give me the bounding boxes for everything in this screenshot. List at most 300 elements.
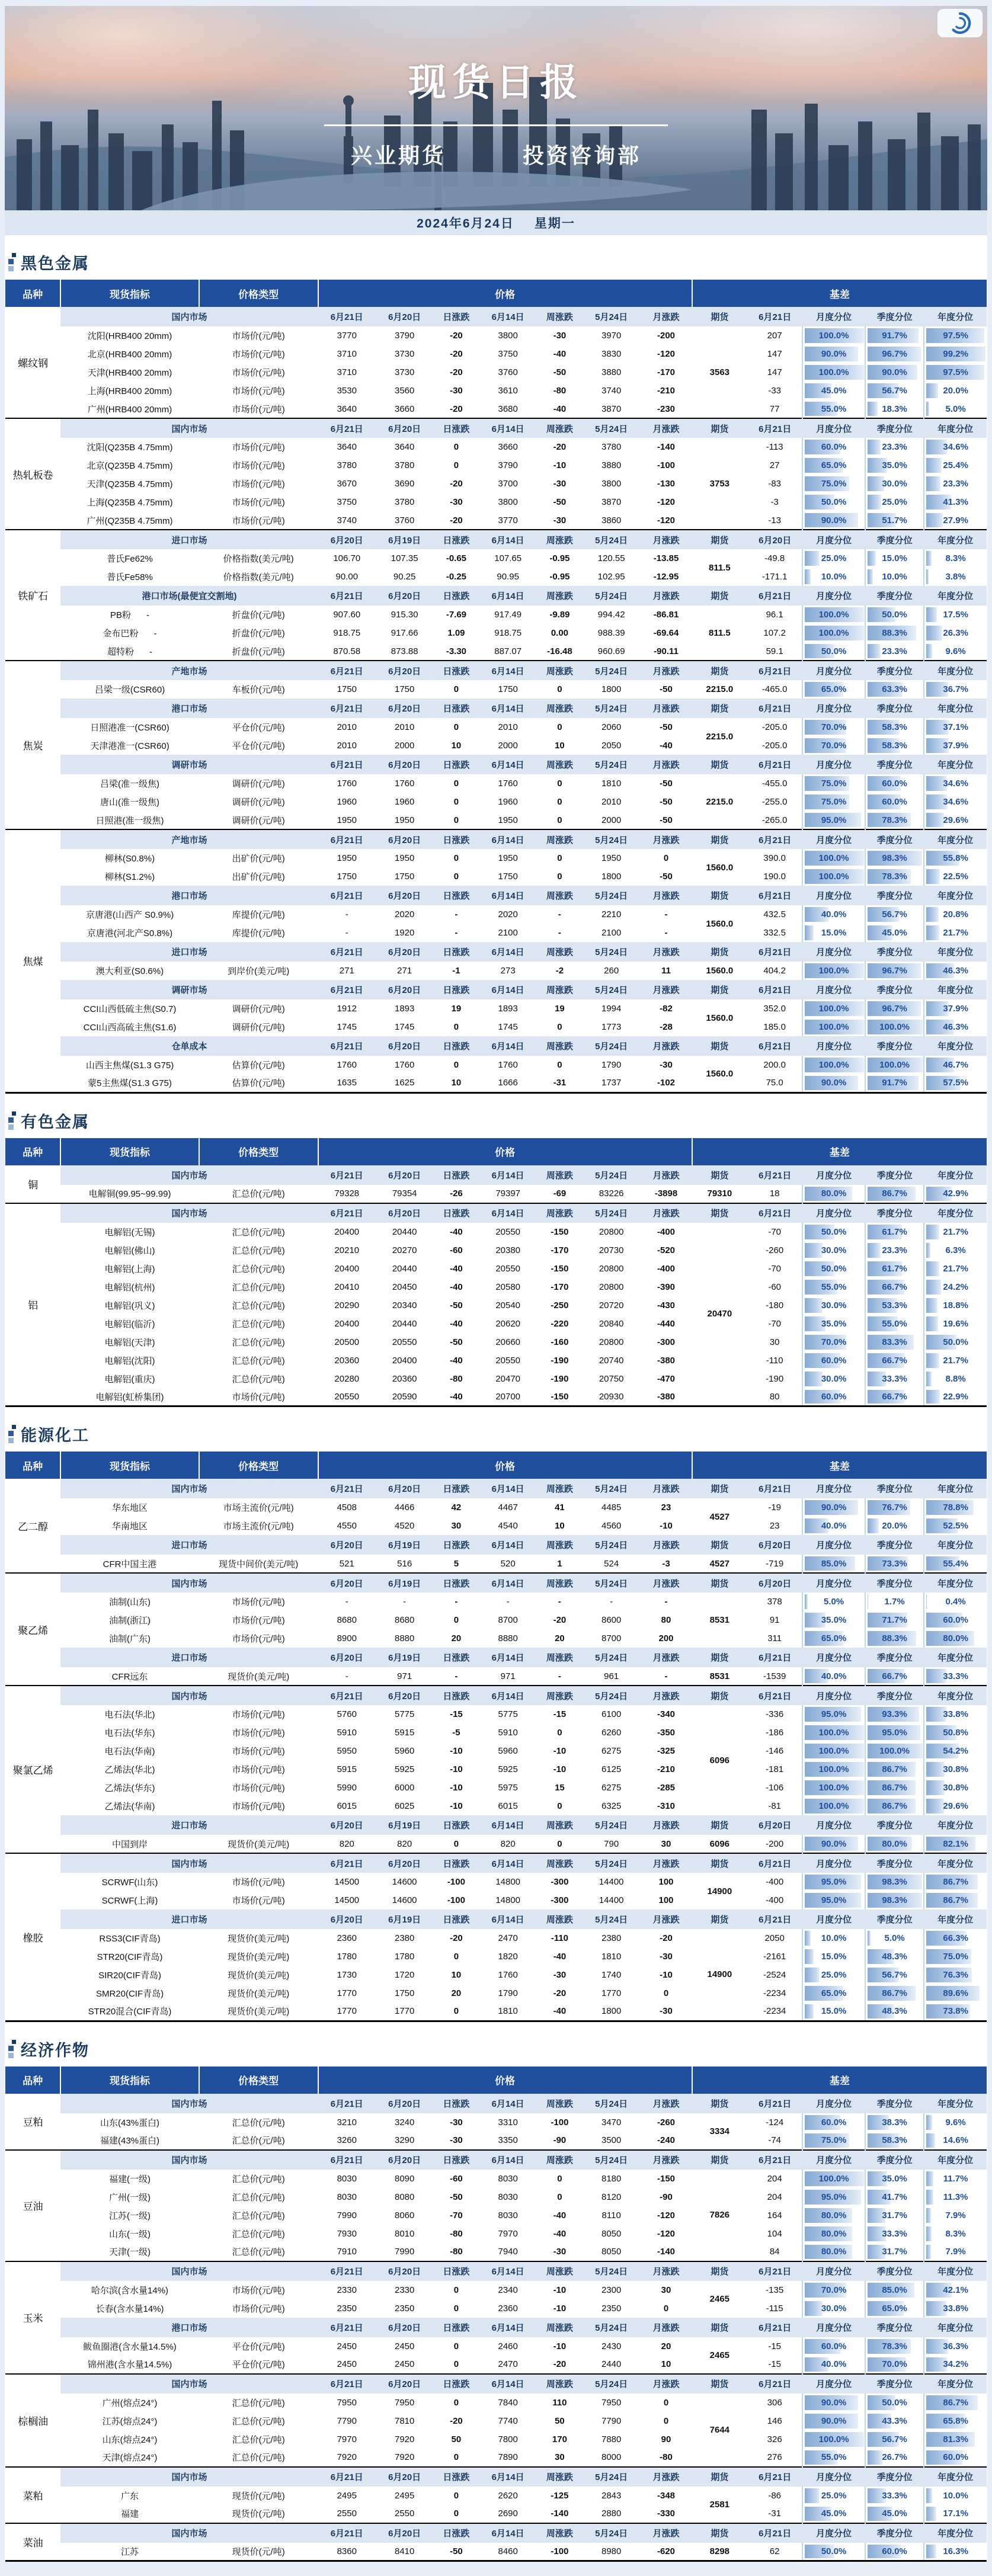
percentile-value: 50.0% — [821, 1264, 847, 1274]
column-header: 年度分位 — [924, 2150, 987, 2170]
indicator-text: 吕梁一级(CSR60) — [95, 685, 165, 695]
indicator-cell — [60, 642, 199, 661]
percentile-cell — [924, 774, 987, 793]
percentile-value: 90.0% — [821, 1502, 847, 1513]
indicator-cell — [60, 1555, 199, 1573]
basis-cell: -113 — [747, 438, 802, 456]
percentile-cell — [802, 1797, 865, 1815]
indicator-text: CFR远东 — [112, 1672, 148, 1682]
price-cell: -350 — [640, 1723, 692, 1742]
column-header: 月度分位 — [802, 829, 865, 849]
percentile-bar — [805, 2488, 820, 2503]
table-row — [5, 326, 987, 345]
basis-cell: -74 — [747, 2132, 802, 2150]
price-type-cell: 现货价(美元/吨) — [199, 1835, 318, 1853]
price-cell: 960.69 — [583, 642, 640, 661]
percentile-value: 21.7% — [943, 928, 968, 938]
percentile-cell — [924, 811, 987, 829]
price-cell: 3690 — [376, 475, 433, 493]
price-cell: 0 — [537, 718, 583, 736]
column-header: 6月21日 — [747, 886, 802, 905]
percentile-cell — [924, 363, 987, 382]
percentile-value: 9.6% — [946, 2117, 966, 2128]
indicator-cell — [60, 1891, 199, 1909]
column-header: 6月21日 — [747, 2094, 802, 2113]
price-cell: 971 — [376, 1667, 433, 1686]
price-cell: 0 — [433, 2505, 479, 2523]
column-header: 日涨跌 — [433, 1165, 479, 1185]
price-type-cell: 市场价(元/吨) — [199, 438, 318, 456]
percentile-cell — [802, 2412, 865, 2430]
price-cell: 271 — [376, 962, 433, 980]
price-cell: 918.75 — [318, 624, 376, 642]
price-cell: 273 — [479, 962, 536, 980]
table-row — [5, 1517, 987, 1535]
price-cell: -30 — [433, 2132, 479, 2150]
column-header: 6月21日 — [747, 1479, 802, 1498]
percentile-cell — [865, 438, 924, 456]
price-cell: 14800 — [479, 1873, 536, 1891]
market-label: 国内市场 — [60, 307, 318, 326]
price-cell: 1912 — [318, 999, 376, 1018]
percentile-value: 34.6% — [943, 797, 968, 807]
indicator-cell — [60, 1705, 199, 1723]
percentile-cell — [802, 1555, 865, 1573]
price-cell: 170 — [537, 2430, 583, 2449]
section-title — [8, 1109, 987, 1132]
price-cell: 20 — [640, 2337, 692, 2356]
percentile-value: 22.9% — [943, 1392, 968, 1402]
percentile-cell — [924, 1260, 987, 1278]
price-cell: 14600 — [376, 1891, 433, 1909]
percentile-cell — [924, 2170, 987, 2188]
price-cell: 0 — [640, 2299, 692, 2318]
price-type-cell: 市场价(元/吨) — [199, 456, 318, 475]
percentile-cell — [924, 2449, 987, 2467]
percentile-cell — [802, 1370, 865, 1388]
price-cell: 20440 — [376, 1223, 433, 1241]
indicator-cell — [60, 1241, 199, 1260]
price-cell: 3680 — [479, 400, 536, 418]
market-label: 港口市场 — [60, 886, 318, 905]
market-label: 国内市场 — [60, 2094, 318, 2113]
column-header: 月涨跌 — [640, 2467, 692, 2487]
price-type-cell: 现货价(美元/吨) — [199, 2003, 318, 2021]
percentile-cell — [802, 1779, 865, 1797]
percentile-bar — [926, 907, 939, 922]
price-cell: -30 — [537, 326, 583, 345]
price-type-cell: 平仓价(元/吨) — [199, 2337, 318, 2356]
indicator-text: SCRWF(山东) — [102, 1877, 158, 1888]
price-cell: 7990 — [376, 2243, 433, 2261]
percentile-cell — [802, 680, 865, 699]
price-type-cell: 市场价(元/吨) — [199, 1629, 318, 1648]
price-cell: -31 — [537, 1074, 583, 1092]
column-header: 周涨跌 — [537, 699, 583, 718]
table-row — [5, 1760, 987, 1779]
column-header: 6月21日 — [318, 829, 376, 849]
indicator-text: 沈阳(Q235B 4.75mm) — [87, 443, 173, 453]
column-header: 6月14日 — [479, 980, 536, 999]
price-cell: 5760 — [318, 1705, 376, 1723]
percentile-cell — [865, 1333, 924, 1351]
column-header: 季度分位 — [865, 1479, 924, 1498]
price-cell: -150 — [537, 1388, 583, 1406]
percentile-value: 100.0% — [819, 331, 849, 341]
price-cell: 2430 — [583, 2337, 640, 2356]
percentile-cell — [865, 736, 924, 755]
table-row — [5, 1611, 987, 1629]
percentile-value: 73.8% — [943, 2006, 968, 2016]
percentile-bar — [926, 2245, 931, 2259]
price-cell: -80 — [433, 2243, 479, 2261]
indicator-text: 山东(43%蛋白) — [100, 2118, 159, 2128]
price-cell: -30 — [537, 1966, 583, 1984]
price-type-cell: 汇总价(元/吨) — [199, 1241, 318, 1260]
basis-cell: 91 — [747, 1611, 802, 1629]
bullet-square — [12, 253, 16, 257]
column-header: 月涨跌 — [640, 1165, 692, 1185]
percentile-value: 88.3% — [882, 1633, 907, 1643]
percentile-value: 7.9% — [946, 2210, 966, 2221]
table-row — [5, 400, 987, 418]
column-header: 季度分位 — [865, 1815, 924, 1835]
percentile-bar — [868, 569, 873, 584]
price-cell: 0 — [537, 680, 583, 699]
indicator-cell — [60, 1929, 199, 1947]
price-cell: -430 — [640, 1296, 692, 1315]
price-cell: -110 — [537, 1929, 583, 1947]
price-cell: -40 — [433, 1315, 479, 1333]
price-cell: 10 — [433, 1966, 479, 1984]
table-row — [5, 2243, 987, 2261]
price-cell: -20 — [433, 2412, 479, 2430]
price-type-cell: 价格指数(美元/吨) — [199, 549, 318, 568]
percentile-value: 56.7% — [882, 1970, 907, 1980]
column-header: 日涨跌 — [433, 1573, 479, 1593]
percentile-cell — [865, 1555, 924, 1573]
table-row — [5, 1742, 987, 1760]
column-header: 月度分位 — [802, 2261, 865, 2281]
indicator-text: 乙烯法(华东) — [105, 1783, 155, 1793]
price-cell: -240 — [640, 2132, 692, 2150]
price-cell: -20 — [433, 345, 479, 363]
price-cell: 1800 — [583, 2003, 640, 2021]
percentile-value: 20.8% — [943, 909, 968, 919]
column-header: 月度分位 — [802, 1535, 865, 1555]
price-cell: 20400 — [318, 1223, 376, 1241]
price-cell: 0 — [433, 2449, 479, 2467]
percentile-cell — [924, 1315, 987, 1333]
percentile-value: 46.3% — [943, 966, 968, 976]
column-header: 6月20日 — [318, 1535, 376, 1555]
column-header: 年度分位 — [924, 1203, 987, 1223]
table-row — [5, 1723, 987, 1742]
indicator-text: 鲅鱼圈港(含水量14.5%) — [83, 2342, 177, 2352]
percentile-cell — [924, 382, 987, 400]
price-cell: 20280 — [318, 1370, 376, 1388]
column-header: 月涨跌 — [640, 661, 692, 680]
percentile-value: 57.5% — [943, 1078, 968, 1088]
percentile-cell — [924, 1278, 987, 1296]
price-cell: 1760 — [376, 1056, 433, 1074]
percentile-cell — [802, 2132, 865, 2150]
percentile-value: 30.0% — [821, 2303, 847, 2314]
percentile-value: 90.0% — [821, 1839, 847, 1849]
price-cell: 20340 — [376, 1296, 433, 1315]
percentile-value: 96.7% — [882, 1004, 907, 1014]
column-header: 6月20日 — [747, 1535, 802, 1555]
percentile-cell — [865, 1498, 924, 1517]
price-cell: 20400 — [318, 1260, 376, 1278]
percentile-cell — [924, 456, 987, 475]
price-cell: 8880 — [376, 1629, 433, 1648]
column-header: 6月20日 — [376, 2094, 433, 2113]
percentile-cell — [802, 2449, 865, 2467]
percentile-bar — [868, 1931, 871, 1946]
price-cell: 988.39 — [583, 624, 640, 642]
price-type-cell: 汇总价(元/吨) — [199, 1278, 318, 1296]
price-cell: 20550 — [479, 1223, 536, 1241]
price-cell: 1720 — [376, 1966, 433, 1984]
price-cell: -120 — [640, 511, 692, 530]
percentile-cell — [802, 1611, 865, 1629]
percentile-cell — [924, 1223, 987, 1241]
table-row — [5, 1984, 987, 2003]
column-header: 季度分位 — [865, 2094, 924, 2113]
table-row — [5, 793, 987, 811]
table-row — [5, 1891, 987, 1909]
column-header: 周涨跌 — [537, 829, 583, 849]
price-cell: 7950 — [376, 2394, 433, 2412]
table-row — [5, 2003, 987, 2021]
percentile-value: 48.3% — [882, 1952, 907, 1962]
table-row — [5, 345, 987, 363]
indicator-cell — [60, 2487, 199, 2505]
basis-cell: -181 — [747, 1760, 802, 1779]
indicator-text: 长春(含水量14%) — [96, 2304, 164, 2314]
price-cell: -100 — [640, 456, 692, 475]
column-header: 5月24日 — [583, 699, 640, 718]
price-type-cell: 市场价(元/吨) — [199, 1388, 318, 1406]
price-cell: -250 — [537, 1296, 583, 1315]
percentile-cell — [924, 400, 987, 418]
percentile-cell — [802, 2487, 865, 2505]
price-type-cell: 库提价(元/吨) — [199, 905, 318, 924]
percentile-cell — [865, 1056, 924, 1074]
percentile-bar — [926, 513, 943, 527]
percentile-value: 41.3% — [943, 497, 968, 507]
column-header: 日涨跌 — [433, 942, 479, 962]
column-header: 5月24日 — [583, 418, 640, 438]
column-header: 6月20日 — [376, 2150, 433, 2170]
price-cell: -9.89 — [537, 605, 583, 624]
column-header: 日涨跌 — [433, 2374, 479, 2394]
indicator-text: 柳林(S0.8%) — [105, 854, 155, 864]
column-header: 6月20日 — [747, 1815, 802, 1835]
percentile-bar — [926, 2115, 932, 2130]
price-cell: -380 — [640, 1388, 692, 1406]
percentile-cell — [865, 549, 924, 568]
price-cell: -150 — [537, 1223, 583, 1241]
percentile-cell — [924, 1555, 987, 1573]
price-cell: 11 — [640, 962, 692, 980]
basis-cell: 204 — [747, 2188, 802, 2206]
section-黑色金属 — [5, 235, 987, 1094]
percentile-cell — [924, 493, 987, 511]
price-cell: 2470 — [479, 1929, 536, 1947]
percentile-cell — [924, 438, 987, 456]
price-type-cell: 现货价(美元/吨) — [199, 1929, 318, 1947]
price-cell: 14800 — [479, 1891, 536, 1909]
price-type-cell: 市场价(元/吨) — [199, 1760, 318, 1779]
indicator-cell — [60, 1223, 199, 1241]
price-cell: 0 — [433, 1835, 479, 1853]
indicator-cell — [60, 1760, 199, 1779]
indicator-text: 乙烯法(华北) — [105, 1765, 155, 1775]
column-header: 期货 — [692, 886, 747, 905]
price-cell: 30 — [537, 2449, 583, 2467]
column-header: 期货 — [692, 2467, 747, 2487]
basis-cell: 326 — [747, 2430, 802, 2449]
table-row — [5, 2337, 987, 2356]
price-cell: 8060 — [376, 2206, 433, 2225]
percentile-value: 23.3% — [882, 1245, 907, 1255]
percentile-value: 81.3% — [943, 2434, 968, 2444]
column-header: 6月21日 — [318, 586, 376, 605]
column-header: 周涨跌 — [537, 530, 583, 549]
column-header: 5月24日 — [583, 1203, 640, 1223]
percentile-value: 100.0% — [819, 610, 849, 620]
price-cell: 8180 — [583, 2170, 640, 2188]
percentile-value: 100.0% — [819, 628, 849, 638]
column-header: 季度分位 — [865, 829, 924, 849]
table-row — [5, 718, 987, 736]
column-header: 月涨跌 — [640, 886, 692, 905]
price-cell: -20 — [537, 1611, 583, 1629]
basis-cell: 207 — [747, 326, 802, 345]
price-cell: 2440 — [583, 2356, 640, 2374]
percentile-value: 10.0% — [821, 572, 847, 582]
indicator-text: 电解铝(沈阳) — [105, 1356, 155, 1366]
percentile-value: 51.7% — [882, 515, 907, 526]
indicator-text: 华南地区 — [112, 1521, 148, 1531]
market-label: 港口市场(最便宜交割地) — [60, 586, 318, 605]
column-header: 日涨跌 — [433, 1909, 479, 1929]
percentile-value: 90.0% — [821, 1078, 847, 1088]
bullet-square — [8, 1124, 14, 1130]
futures-cell: 8531 — [692, 1593, 747, 1648]
price-cell: 1750 — [479, 680, 536, 699]
percentile-cell — [865, 1388, 924, 1406]
indicator-cell — [60, 2299, 199, 2318]
column-header: 月涨跌 — [640, 1686, 692, 1705]
price-cell: 6025 — [376, 1797, 433, 1815]
price-cell: -40 — [537, 2225, 583, 2243]
price-cell: 5925 — [479, 1760, 536, 1779]
indicator-cell — [60, 962, 199, 980]
table-row — [5, 1074, 987, 1092]
percentile-cell — [924, 1929, 987, 1947]
table-row — [5, 999, 987, 1018]
basis-cell: -49.8 — [747, 549, 802, 568]
column-header: 6月21日 — [318, 2374, 376, 2394]
percentile-cell — [865, 774, 924, 793]
column-header: 6月14日 — [479, 1909, 536, 1929]
bullet-square — [8, 2046, 14, 2051]
data-table — [5, 280, 987, 1094]
indicator-cell — [60, 2281, 199, 2299]
price-cell: 1920 — [376, 924, 433, 942]
price-cell: -40 — [433, 1388, 479, 1406]
column-header: 月涨跌 — [640, 1036, 692, 1056]
percentile-value: 65.0% — [882, 2303, 907, 2314]
basis-cell: 62 — [747, 2543, 802, 2561]
price-type-cell: 市场价(元/吨) — [199, 2281, 318, 2299]
price-cell: -40 — [537, 2206, 583, 2225]
basis-cell: 30 — [747, 1333, 802, 1351]
indicator-cell — [60, 2543, 199, 2561]
indicator-text: RSS3(CIF青岛) — [99, 1934, 160, 1944]
price-cell: -220 — [537, 1315, 583, 1333]
indicator-text: 唐山(准一级焦) — [100, 797, 159, 808]
percentile-value: 15.0% — [821, 1952, 847, 1962]
table-row — [5, 493, 987, 511]
basis-cell: 390.0 — [747, 849, 802, 867]
indicator-text: 哈尔滨(含水量14%) — [91, 2286, 168, 2296]
percentile-value: 65.0% — [821, 1988, 847, 1998]
percentile-value: 93.3% — [882, 1709, 907, 1719]
variety-cell: 橡胶 — [5, 1853, 60, 2021]
column-header: 6月14日 — [479, 1036, 536, 1056]
price-cell: 8090 — [376, 2170, 433, 2188]
price-cell: 106.70 — [318, 549, 376, 568]
price-cell: 2380 — [583, 1929, 640, 1947]
percentile-cell — [924, 2206, 987, 2225]
percentile-value: 86.7% — [943, 1877, 968, 1887]
column-header: 季度分位 — [865, 699, 924, 718]
percentile-value: 8.3% — [946, 2229, 966, 2239]
percentile-value: 46.3% — [943, 1022, 968, 1032]
price-cell: 102.95 — [583, 568, 640, 586]
percentile-value: 75.0% — [943, 1952, 968, 1962]
price-type-cell: 现货价(美元/吨) — [199, 1966, 318, 1984]
percentile-cell — [802, 1241, 865, 1260]
price-cell: 1950 — [376, 849, 433, 867]
price-cell: 1960 — [376, 793, 433, 811]
indicator-cell — [60, 2337, 199, 2356]
price-type-cell: 调研价(元/吨) — [199, 999, 318, 1018]
market-label: 国内市场 — [60, 1203, 318, 1223]
price-cell: 20800 — [583, 1223, 640, 1241]
price-cell: 994.42 — [583, 605, 640, 624]
price-cell: 8460 — [479, 2543, 536, 2561]
variety-cell: 铁矿石 — [5, 530, 60, 661]
price-cell: 3780 — [318, 456, 376, 475]
percentile-value: 78.3% — [882, 815, 907, 825]
basis-cell: 404.2 — [747, 962, 802, 980]
percentile-value: 71.7% — [882, 1615, 907, 1625]
column-header: 6月20日 — [376, 755, 433, 774]
price-cell: 3530 — [318, 382, 376, 400]
percentile-value: 86.7% — [943, 2398, 968, 2408]
price-cell: 14400 — [583, 1891, 640, 1909]
price-cell: 7970 — [479, 2225, 536, 2243]
price-cell: 1950 — [479, 849, 536, 867]
column-header: 6月21日 — [318, 755, 376, 774]
table-row — [5, 2113, 987, 2132]
percentile-value: 35.0% — [882, 460, 907, 470]
